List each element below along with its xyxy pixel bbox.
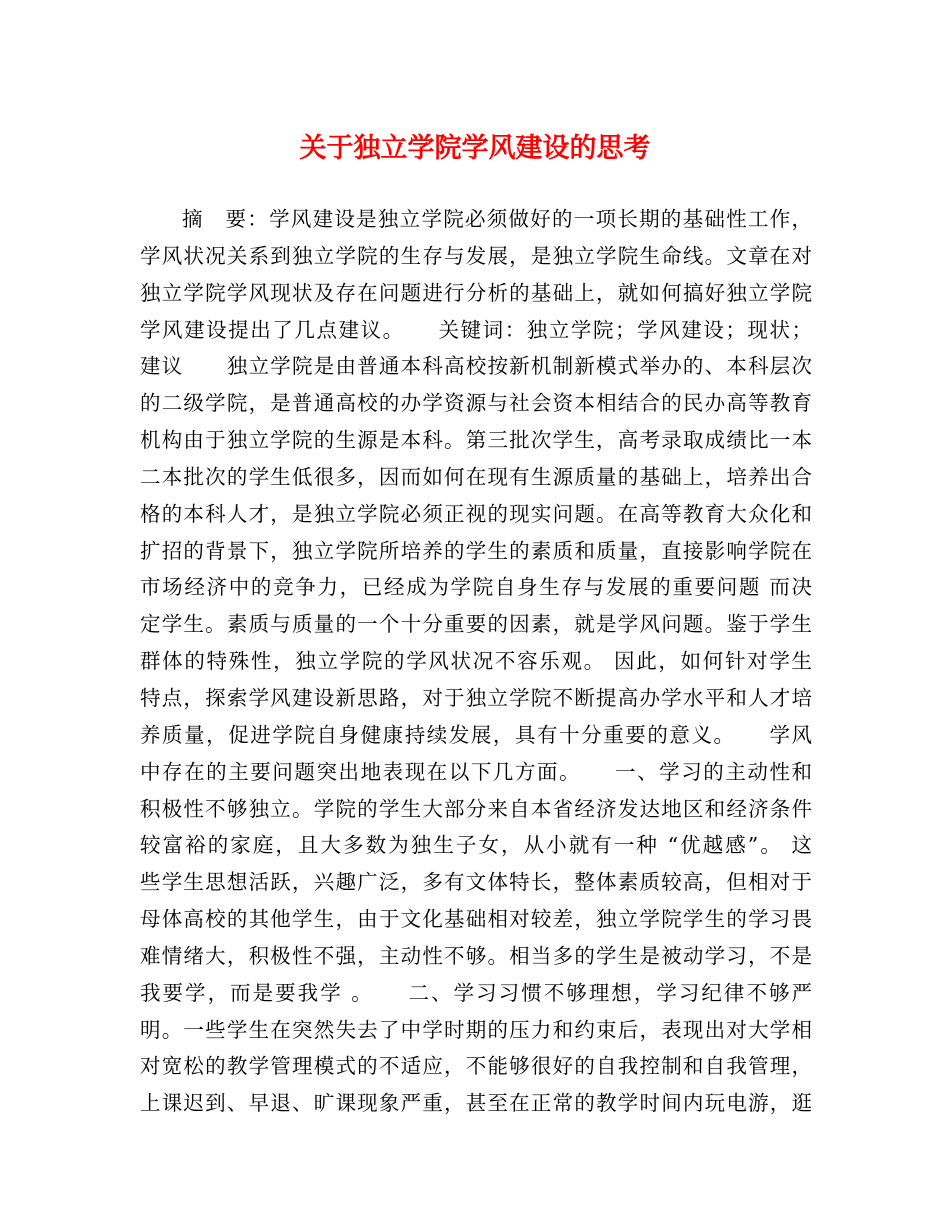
- text-line: 二本批次的学生低很多，因而如何在现有生源质量的基础上，培养出合: [140, 464, 812, 489]
- text-line: 市场经济中的竞争力，已经成为学院自身生存与发展的重要问题 而决: [140, 575, 812, 600]
- text-line: 扩招的背景下，独立学院所培养的学生的素质和质量，直接影响学院在: [140, 538, 812, 563]
- text-line: 特点，探索学风建设新思路，对于独立学院不断提高办学水平和人才培: [140, 685, 812, 710]
- text-line: 些学生思想活跃，兴趣广泛，多有文体特长，整体素质较高，但相对于: [140, 870, 812, 895]
- text-line: 对宽松的教学管理模式的不适应，不能够很好的自我控制和自我管理，: [140, 1054, 812, 1079]
- text-line: 中存在的主要问题突出地表现在以下几方面。 一、学习的主动性和: [140, 759, 812, 784]
- text-line: 格的本科人才，是独立学院必须正视的现实问题。在高等教育大众化和: [140, 501, 812, 526]
- text-line: 积极性不够独立。学院的学生大部分来自本省经济发达地区和经济条件: [140, 796, 812, 821]
- text-line: 机构由于独立学院的生源是本科。第三批次学生，高考录取成绩比一本: [140, 428, 812, 453]
- text-line: 难情绪大，积极性不强，主动性不够。相当多的学生是被动学习，不是: [140, 943, 812, 968]
- text-line: 母体高校的其他学生，由于文化基础相对较差，独立学院学生的学习畏: [140, 907, 812, 932]
- text-line: 明。一些学生在突然失去了中学时期的压力和约束后，表现出对大学相: [140, 1017, 812, 1042]
- text-line: 独立学院学风现状及存在问题进行分析的基础上，就如何搞好独立学院: [140, 280, 812, 305]
- text-line: 上课迟到、早退、旷课现象严重，甚至在正常的教学时间内玩电游，逛: [140, 1091, 812, 1116]
- document-title: 关于独立学院学风建设的思考: [299, 133, 651, 164]
- text-line: 群体的特殊性，独立学院的学风状况不容乐观。 因此，如何针对学生: [140, 649, 812, 674]
- text-line: 摘 要：学风建设是独立学院必须做好的一项长期的基础性工作，: [182, 207, 812, 231]
- text-line: 我要学，而是要我学 。 二、学习习惯不够理想，学习纪律不够严: [140, 980, 812, 1005]
- text-line: 定学生。素质与质量的一个十分重要的因素，就是学风问题。鉴于学生: [140, 612, 812, 637]
- text-line: 较富裕的家庭，且大多数为独生子女，从小就有一种 “优越感”。 这: [140, 833, 812, 858]
- text-line: 建议 独立学院是由普通本科高校按新机制新模式举办的、本科层次: [140, 354, 812, 379]
- text-line: 的二级学院，是普通高校的办学资源与社会资本相结合的民办高等教育: [140, 391, 812, 416]
- text-line: 学风状况关系到独立学院的生存与发展，是独立学院生命线。文章在对: [140, 243, 812, 268]
- document-body: [140, 201, 812, 1122]
- text-line: 养质量，促进学院自身健康持续发展，具有十分重要的意义。 学风: [140, 722, 812, 747]
- text-line: 学风建设提出了几点建议。 关键词：独立学院；学风建设；现状；: [140, 317, 812, 342]
